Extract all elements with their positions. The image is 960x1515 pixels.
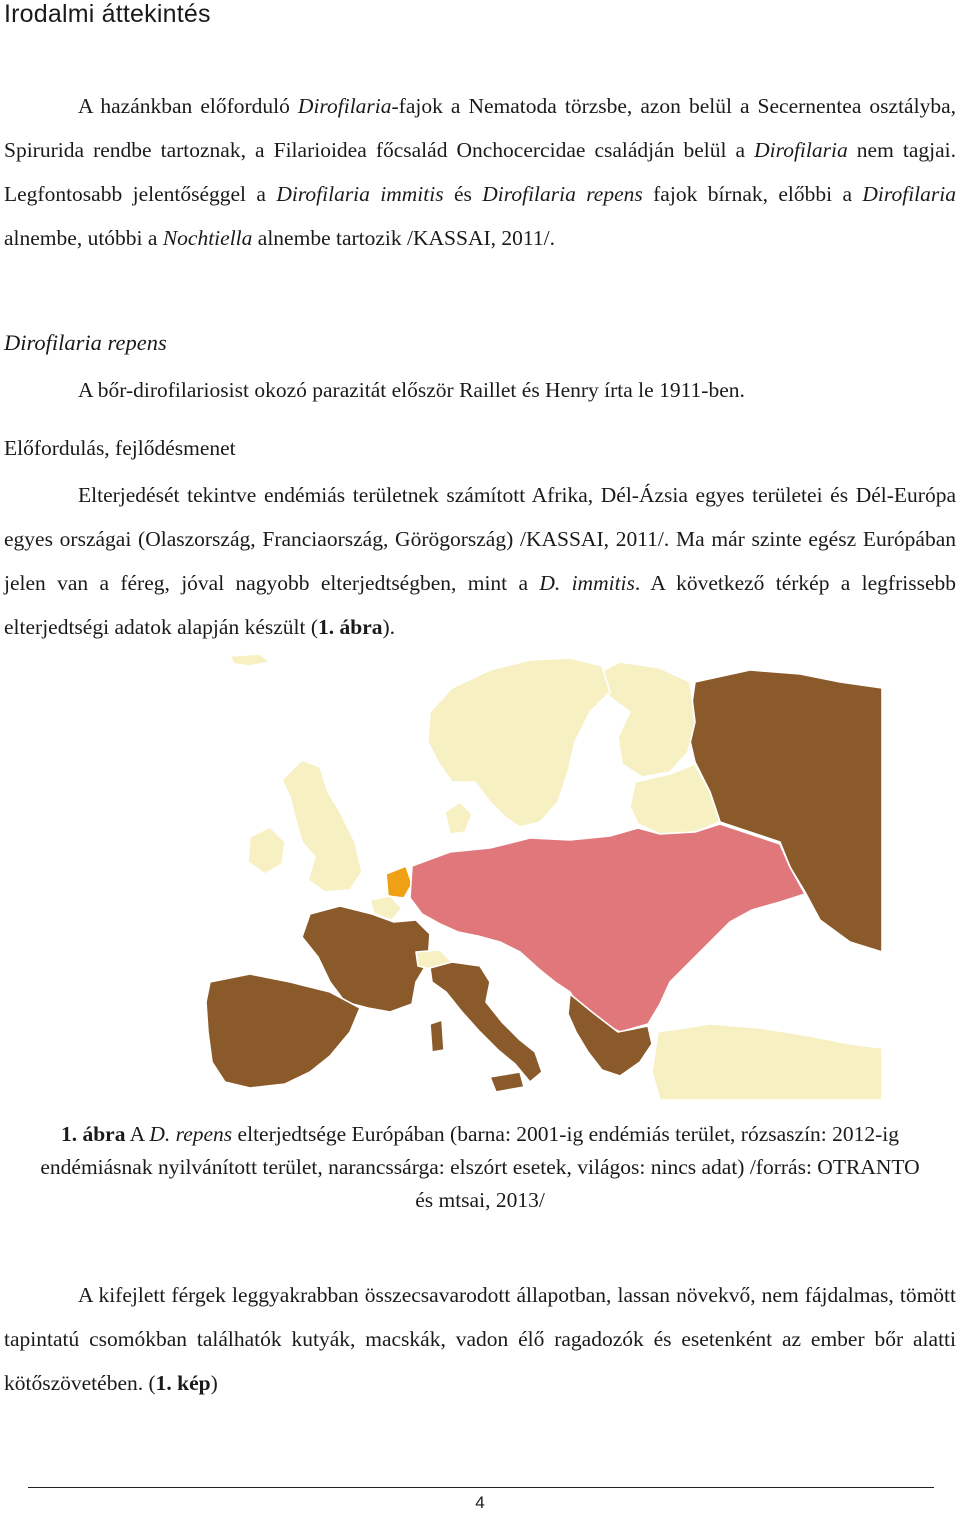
- intro-text: alnembe tartozik /KASSAI, 2011/.: [252, 226, 555, 250]
- paragraph-text: ): [210, 1371, 218, 1395]
- map-region-italy: [430, 962, 542, 1082]
- section-text: A bőr-dirofilariosist okozó parazitát először Raillet és Henry írta le 1911-ben.: [78, 378, 745, 402]
- map-region-sicily: [490, 1072, 524, 1092]
- genus-name: Dirofilaria: [297, 94, 392, 118]
- paragraph-text: . A következő térkép a legfrissebb elterjedtségi adatok alapján készült (: [4, 571, 956, 639]
- page-header: Irodalmi áttekintés: [4, 0, 211, 28]
- map-region-iceland: [230, 654, 270, 666]
- section-heading: Dirofilaria repens: [4, 330, 167, 355]
- intro-text: -fajok a Nematoda törzsbe, azon belül a Secernentea osztályba, Spirurida rendbe tartoznak, a Filarioidea főcsalád Onchocercidae családján belül a: [4, 94, 956, 162]
- europe-distribution-map: [190, 652, 882, 1100]
- figure-caption: [40, 1118, 920, 1217]
- figure-reference: 1. ábra: [318, 615, 383, 639]
- intro-text: nem tagjai. Legfontosabb jelentőséggel a: [4, 138, 956, 206]
- paragraph-text: A kifejlett férgek leggyakrabban összecsavarodott állapotban, lassan növekvő, nem fájdalmas, tömött tapintatú csomókban találhatók kutyák, macskák, vadon élő ragadozók és esetenként az ember bőr alatti kötőszövetében. (: [4, 1283, 956, 1395]
- map-region-uk: [282, 760, 362, 892]
- species-name: Dirofilaria immitis: [276, 182, 444, 206]
- intro-text: alnembe, utóbbi a: [4, 226, 163, 250]
- intro-text: A hazánkban előforduló: [78, 94, 298, 118]
- map-region-ireland: [248, 827, 285, 874]
- image-reference: 1. kép: [155, 1371, 211, 1395]
- genus-name: Dirofilaria: [754, 138, 848, 162]
- intro-text: fajok bírnak, előbbi a: [642, 182, 863, 206]
- footer-divider: [28, 1487, 934, 1488]
- map-region-netherlands: [386, 866, 412, 898]
- map-region-scandinavia: [428, 658, 610, 827]
- intro-text: és: [443, 182, 483, 206]
- page-number: 4: [475, 1493, 485, 1512]
- subsection-heading: Előfordulás, fejlődésmenet: [4, 436, 236, 460]
- caption-text: A: [125, 1122, 150, 1146]
- caption-text: elterjedtsége Európában (barna: 2001-ig endémiás terület, rózsaszín: 2012-ig endémiásnak nyilvánított terület, narancssárga: elszórt esetek, világos: nincs adat) /forrás: OTRANTO és mtsai, 2013/: [40, 1122, 920, 1212]
- distribution-paragraph: [4, 473, 956, 649]
- map-region-sardinia: [430, 1020, 444, 1052]
- paragraph-text: ).: [382, 615, 396, 639]
- subgenus-name: Nochtiella: [162, 226, 253, 250]
- closing-paragraph: [4, 1273, 956, 1405]
- species-name: Dirofilaria repens: [482, 182, 643, 206]
- map-region-black-sea: [710, 944, 800, 998]
- caption-number: 1. ábra: [60, 1122, 126, 1146]
- map-region-denmark: [445, 802, 472, 834]
- map-region-turkey: [652, 1024, 882, 1100]
- species-name: D. immitis: [539, 571, 635, 595]
- intro-paragraph: [4, 84, 956, 260]
- subgenus-name: Dirofilaria: [862, 182, 956, 206]
- map-region-finland: [600, 662, 695, 777]
- paragraph-text: Elterjedését tekintve endémiás területnek számított Afrika, Dél-Ázsia egyes területei és Dél-Európa egyes országai (Olaszország, Franciaország, Görögország) /KASSAI, 2011/. Ma már szinte egész Európában jelen van a féreg, jóval nagyobb elterjedtségben, mint a: [4, 483, 956, 595]
- caption-species: D. repens: [149, 1122, 233, 1146]
